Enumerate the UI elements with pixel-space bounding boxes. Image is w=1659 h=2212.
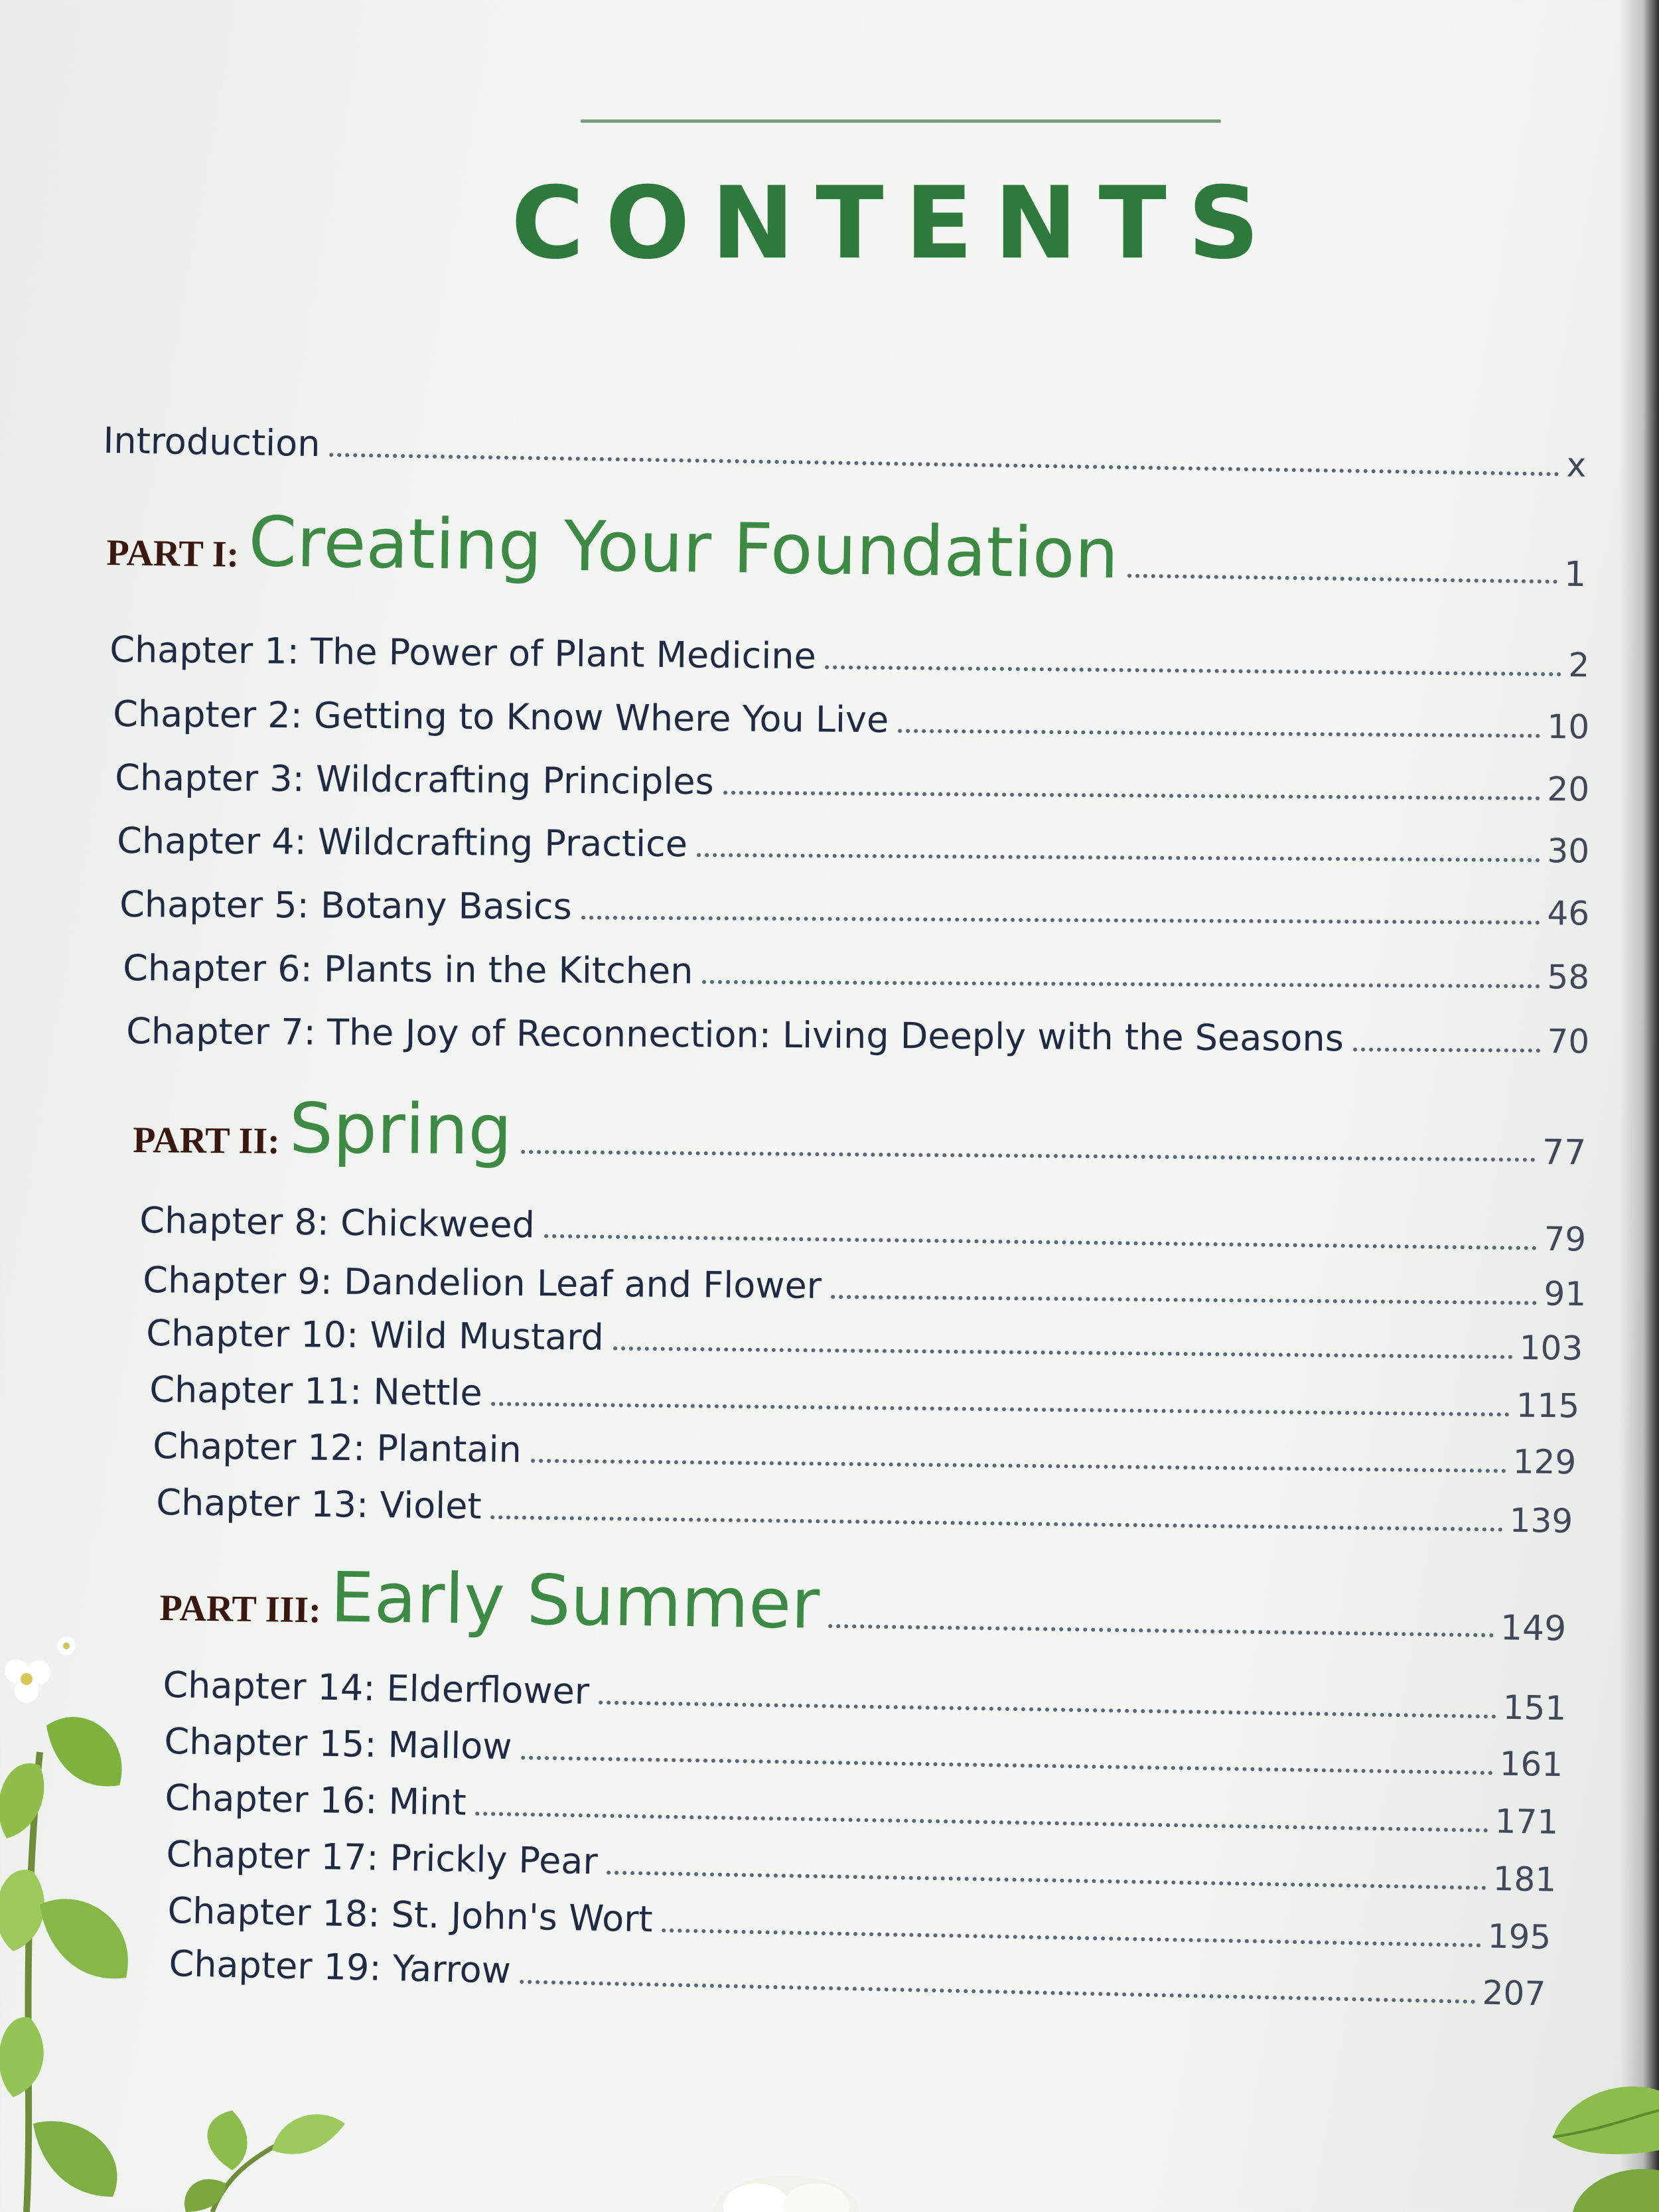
toc-page-number: 151	[1502, 1688, 1567, 1728]
toc-label: Chapter 5: Botany Basics	[119, 883, 572, 928]
toc-page-number: 1	[1563, 554, 1587, 595]
toc-page-number: 195	[1487, 1917, 1551, 1957]
dot-leader	[723, 790, 1541, 800]
dot-leader	[898, 729, 1540, 738]
toc-label: Chapter 10: Wild Mustard	[146, 1312, 605, 1359]
dot-leader	[521, 1150, 1536, 1162]
toc-page-number: 20	[1547, 770, 1590, 809]
white-flower-icon	[5, 1659, 50, 1703]
dot-leader	[702, 980, 1540, 989]
toc-page-number: 207	[1482, 1973, 1546, 2014]
plant-illustration-right	[1526, 2057, 1659, 2212]
dot-leader	[831, 1295, 1538, 1305]
toc-page-number: 91	[1544, 1274, 1587, 1313]
toc-row-chapter[interactable]	[119, 879, 1589, 933]
toc-label: Chapter 19: Yarrow	[169, 1943, 512, 1992]
toc-part-1[interactable]	[106, 494, 1587, 595]
toc-row-chapter[interactable]	[115, 752, 1589, 809]
toc-page-number: 149	[1500, 1608, 1567, 1649]
toc-label: Chapter 3: Wildcrafting Principles	[115, 757, 714, 803]
dot-leader	[491, 1402, 1509, 1416]
toc-part-3[interactable]	[159, 1556, 1567, 1649]
dot-leader	[607, 1871, 1486, 1890]
toc-label: Chapter 1: The Power of Plant Medicine	[109, 628, 817, 678]
toc-row-chapter[interactable]	[149, 1364, 1580, 1426]
dot-leader	[520, 1980, 1475, 2004]
dot-leader	[662, 1929, 1480, 1948]
toc-row-chapter[interactable]	[146, 1307, 1583, 1368]
toc-label: Chapter 17: Prickly Pear	[166, 1833, 599, 1883]
toc-label: Chapter 12: Plantain	[153, 1425, 522, 1471]
toc-page-number: 161	[1499, 1744, 1563, 1785]
toc-row-chapter[interactable]	[165, 1772, 1559, 1842]
toc-row-chapter[interactable]	[123, 942, 1589, 997]
toc-row-chapter[interactable]	[156, 1477, 1573, 1540]
dot-leader	[531, 1459, 1506, 1473]
toc-row-introduction[interactable]	[103, 415, 1587, 484]
toc-page-number: 181	[1492, 1859, 1557, 1899]
toc-page-number: 30	[1547, 832, 1590, 871]
toc-row-chapter[interactable]	[126, 1005, 1589, 1061]
plant-illustration-left	[0, 1619, 173, 2212]
dot-leader	[329, 453, 1559, 476]
dot-leader	[828, 1624, 1493, 1637]
part-tag: PART III:	[159, 1587, 322, 1631]
dot-leader	[599, 1700, 1496, 1718]
dot-leader	[521, 1755, 1492, 1775]
dot-leader	[544, 1234, 1538, 1250]
toc-label: Chapter 7: The Joy of Reconnection: Living Deeply with the Seasons	[126, 1010, 1344, 1060]
toc-row-chapter[interactable]	[117, 815, 1589, 871]
toc-page-number: 58	[1547, 958, 1590, 997]
part-title: Spring	[289, 1087, 513, 1171]
toc-page-number: 139	[1509, 1501, 1573, 1541]
toc-row-chapter[interactable]	[163, 1659, 1567, 1728]
toc-page-number: x	[1566, 445, 1587, 485]
toc-row-chapter[interactable]	[153, 1420, 1577, 1481]
toc-label: Chapter 9: Dandelion Leaf and Flower	[143, 1259, 822, 1307]
dot-leader	[697, 853, 1541, 862]
toc-label: Chapter 13: Violet	[156, 1481, 482, 1527]
dot-leader	[475, 1812, 1488, 1832]
toc-page-number: 103	[1519, 1328, 1583, 1368]
toc-label: Chapter 14: Elderflower	[163, 1664, 590, 1713]
part-title: Early Summer	[330, 1556, 820, 1645]
toc-page-number: 171	[1494, 1802, 1559, 1842]
part-tag: PART I:	[106, 532, 240, 575]
toc-page-number: 79	[1544, 1219, 1587, 1259]
toc-row-chapter[interactable]	[164, 1716, 1563, 1784]
flower-illustration-bottom	[710, 2170, 863, 2212]
toc-label: Chapter 15: Mallow	[164, 1720, 512, 1768]
toc-page-number: 115	[1516, 1386, 1580, 1426]
toc-page-number: 70	[1547, 1022, 1590, 1061]
toc-label: Chapter 4: Wildcrafting Practice	[117, 820, 688, 865]
dot-leader	[613, 1347, 1513, 1359]
dot-leader	[1353, 1047, 1541, 1053]
toc-row-chapter[interactable]	[139, 1195, 1587, 1259]
contents-title: CONTENTS	[511, 166, 1281, 281]
toc-row-chapter[interactable]	[109, 624, 1590, 684]
dot-leader	[490, 1515, 1502, 1532]
dot-leader	[826, 665, 1562, 676]
part-tag: PART II:	[133, 1120, 281, 1162]
toc-label: Chapter 8: Chickweed	[139, 1199, 536, 1246]
toc-part-2[interactable]	[133, 1088, 1587, 1173]
toc-label: Chapter 2: Getting to Know Where You Live	[113, 693, 889, 741]
dot-leader	[581, 916, 1541, 925]
toc-page-number: 77	[1542, 1132, 1587, 1173]
toc-page-number: 46	[1547, 894, 1590, 933]
plant-illustration-bottom	[173, 2097, 372, 2212]
part-title: Creating Your Foundation	[248, 500, 1119, 595]
dot-leader	[1127, 573, 1557, 583]
toc-label: Chapter 16: Mint	[165, 1777, 467, 1824]
toc-page-number: 10	[1547, 707, 1590, 747]
toc-label: Chapter 11: Nettle	[149, 1368, 482, 1414]
toc-label: Chapter 6: Plants in the Kitchen	[123, 947, 693, 992]
toc-page-number: 2	[1568, 646, 1590, 685]
toc-row-chapter[interactable]	[143, 1254, 1587, 1313]
toc-row-chapter[interactable]	[113, 688, 1589, 746]
toc-label: Introduction	[103, 419, 321, 465]
toc-label: Chapter 18: St. John's Wort	[167, 1889, 654, 1941]
toc-page-number: 129	[1512, 1442, 1577, 1482]
